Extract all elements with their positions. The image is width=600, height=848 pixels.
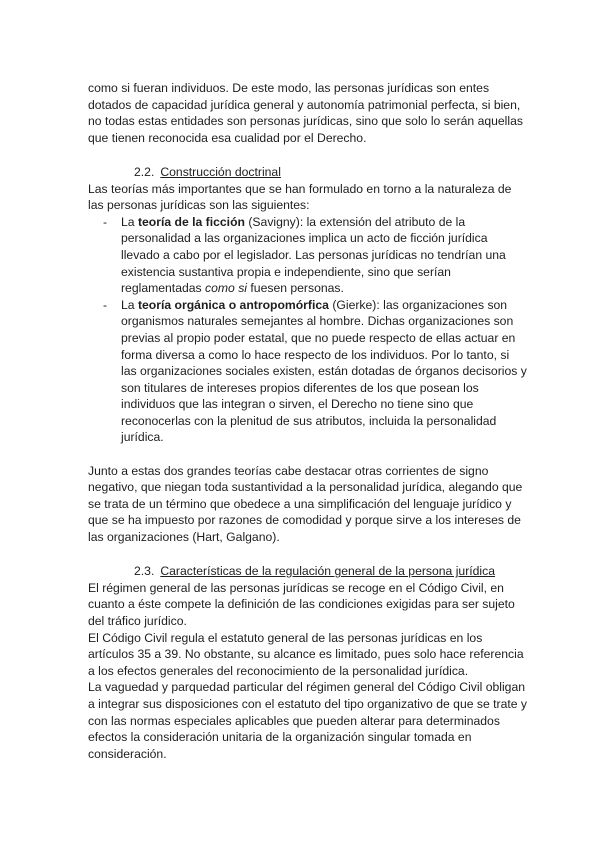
list-item-fiction-theory <box>88 214 528 297</box>
closing-paragraph: Junto a estas dos grandes teorías cabe destacar otras corrientes de signo negativo, que niegan toda sustantividad a la personalidad jurídica, alegando que se trata de un término que obedece a una simplificación del lenguaje jurídico y que se ha impuesto por razones de comodidad y porque sirve a los intereses de las organizaciones (Hart, Galgano). <box>88 463 523 545</box>
regime-paragraph: El régimen general de las personas jurídicas se recoge en el Código Civil, en cuanto a éste compete la definición de las condiciones exigidas para ser sujeto del tráfico jurídico. <box>88 580 515 628</box>
theory-italic: como si <box>205 281 248 296</box>
spacer <box>88 446 528 463</box>
intro-paragraph: como si fueran individuos. De este modo, las personas jurídicas son entes dotados de capacidad jurídica general y autonomía patrimonial perfecta, si bien, no todas estas entidades son personas jurídicas, sino que solo lo serán aquellas que tienen reconocida esa cualidad por el Derecho. <box>88 81 523 145</box>
document-page <box>88 80 528 762</box>
section-heading-2-2 <box>88 164 528 181</box>
spacer <box>88 546 528 563</box>
section-intro: Las teorías más importantes que se han formulado en torno a la naturaleza de las personas jurídicas son las siguientes: <box>88 181 512 213</box>
section-number: 2.3. <box>134 564 155 579</box>
list-item-organic-theory <box>88 297 528 446</box>
spacer <box>88 146 528 163</box>
bullet-dash: - <box>103 297 108 312</box>
bullet-dash: - <box>103 214 108 229</box>
theory-text-end: fuesen personas. <box>247 281 344 296</box>
section-number: 2.2. <box>134 164 155 179</box>
theory-text: (Savigny): la extensión del atributo de la personalidad a las organizaciones implica un acto de ficción jurídica llevado a cabo por el legislador. Las personas jurídicas no tendrían una existencia sustantiva propia e independiente, sino que serían reglamentadas <box>121 214 506 296</box>
section-title: Características de la regulación general de la persona jurídica <box>160 564 496 579</box>
articles-paragraph: El Código Civil regula el estatuto general de las personas jurídicas en los artículos 35 a 39. No obstante, su alcance es limitado, pues solo hace referencia a los efectos generales del reconocimiento de la personalidad jurídica. <box>88 630 524 678</box>
section-heading-2-3 <box>88 563 528 580</box>
theories-list <box>88 214 528 446</box>
vagueness-paragraph: La vaguedad y parquedad particular del régimen general del Código Civil obligan a integrar sus disposiciones con el estatuto del tipo organizativo de que se trate y con las normas especiales aplicables que pueden alterar para determinados efectos la consideración unitaria de la organización singular tomada en consideración. <box>88 680 528 761</box>
theory-name: teoría orgánica o antropomórfica <box>137 297 329 312</box>
theory-prefix: La <box>121 214 138 229</box>
theory-text: (Gierke): las organizaciones son organismos naturales semejantes al hombre. Dichas organizaciones son previas al propio poder estatal, que no puede respecto de ellas actuar en forma diversa a como lo hace respecto de los individuos. Por lo tanto, si las organizaciones sociales existen, están dotadas de órganos decisorios y son titulares de intereses propios diferentes de los que posean los individuos que las integran o sirven, el Derecho no tiene sino que reconocerlas con la plenitud de sus atributos, incluida la personalidad jurídica. <box>121 297 527 445</box>
section-title: Construcción doctrinal <box>160 164 281 179</box>
theory-name: teoría de la ficción <box>137 214 245 229</box>
theory-prefix: La <box>121 297 138 312</box>
